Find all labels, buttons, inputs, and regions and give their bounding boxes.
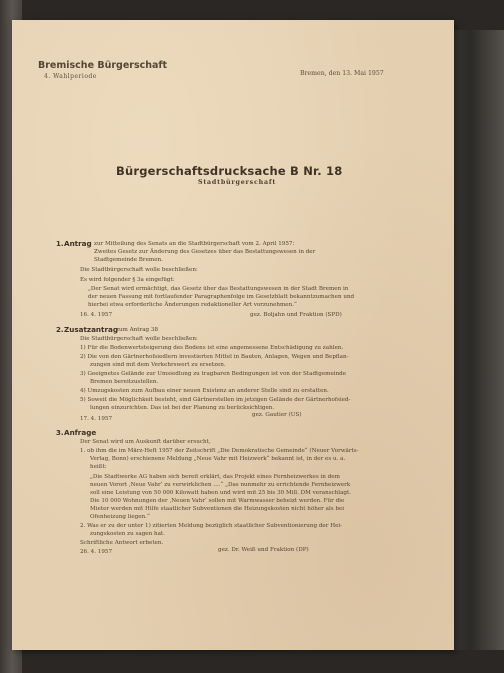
section-signature: gez. Dr. Weiß und Fraktion (DP) [218,547,309,553]
section-line: neuen Vorort ‚Neue Vahr‘ zu verwirklichen ....“ „Das nunmehr zu errichtende Fernheizwerk [90,482,351,488]
section-line: 2. Was er zu der unter 1) zitierten Meldung bezüglich staatlicher Subventionierung der Hei- [80,523,343,529]
section-number: 2. [56,326,64,334]
section-line: Zweites Gesetz zur Änderung des Gesetzes über das Bestattungswesen in der [94,249,316,255]
section-line: Verlag, Bonn) erschienene Meldung „Neue Vahr mit Heizwerk“ bekannt ist, in der es u. a. [90,456,346,462]
election-period: 4. Wahlperiode [44,73,97,80]
section-line: 2) Die von den Gärtnerhofsiedlern investierten Mittel in Bauten, Anlagen, Wegen und Bepflan- [80,354,349,360]
section-line: „Die Stadtwerke AG haben sich bereit erklärt, das Projekt eines Fernheizwerkes in dem [90,474,340,480]
folder-edge [448,30,504,650]
section-line: 1) Für die Bodenwertsteigerung des Bodens ist eine angemessene Entschädigung zu zahlen. [80,345,344,351]
section-line: Mieter werden mit Hilfe staatlicher Subventionen die Heizungskosten nicht höher als bei [90,506,345,512]
organization-name: Bremische Bürgerschaft [38,60,168,71]
section-line: zungskosten zu sagen hat. [90,531,165,537]
section-line: soll eine Leistung von 50 000 Kilowatt haben und wird mit 25 bis 30 Mill. DM veranschlagt. [90,490,352,496]
section-line: Der Senat wird um Auskunft darüber ersucht, [80,439,211,445]
section-line: Die Stadtbürgerschaft wolle beschließen: [80,336,198,342]
section-line: 1. ob ihm die im März-Heft 1957 der Zeitschrift „Die Demokratische Gemeinde“ (Neuer Vorwärts- [80,448,359,454]
document-subtitle: Stadtbürgerschaft [198,179,277,186]
section-line: zum Antrag 38 [116,327,159,333]
section-signature: gez. Gautier (US) [252,412,302,418]
section-line: zungen sind mit dem Verkehrswert zu ersetzen. [90,362,226,368]
section-signature: gez. Boljahn und Fraktion (SPD) [250,312,342,318]
section-line: 4) Umzugskosten zum Aufbau einer neuen Existenz an anderer Stelle sind zu erstatten. [80,388,329,394]
section-line: hierbei etwa erforderliche Änderungen redaktioneller Art vorzunehmen.“ [88,302,297,308]
section-heading: Antrag [64,239,92,248]
place-date: Bremen, den 13. Mai 1957 [300,70,384,77]
section-line: Ofenheizung liegen.“ [90,514,150,520]
section-line: Bremen bereitzustellen. [90,379,159,385]
section-number: 1. [56,240,64,248]
section-line: lungen einzurichten. Das ist bei der Planung zu berücksichtigen. [90,405,275,411]
section-line: zur Mitteilung des Senats an die Stadtbürgerschaft vom 2. April 1957: [94,241,295,247]
section-line: Die 10 000 Wohnungen der ‚Neuen Vahr‘ sollen mit Warmwasser beheizt werden. Für die [90,498,345,504]
section-line: 5) Soweit die Möglichkeit besteht, sind Gärtnerstellen im jetzigen Gelände der Gärtnerhofsied- [80,397,351,403]
section-line: 3) Geeignetes Gelände zur Umsiedlung zu tragbaren Bedingungen ist von der Stadtgemeinde [80,371,347,377]
section-line: der neuen Fassung mit fortlaufender Paragraphenfolge im Gesetzblatt bekanntzumachen und [88,294,355,300]
section-line: „Der Senat wird ermächtigt, das Gesetz über das Bestattungswesen in der Stadt Bremen in [88,286,349,292]
section-heading: Zusatzantrag [64,325,119,334]
document-title: Bürgerschaftsdrucksache B Nr. 18 [116,164,343,178]
section-line: heißt: [90,464,107,470]
section-line: Stadtgemeinde Bremen. [94,257,163,263]
section-number: 3. [56,429,64,437]
section-line: Die Stadtbürgerschaft wolle beschließen: [80,267,198,273]
section-date: 17. 4. 1957 [80,416,113,422]
section-line: Es wird folgender § 3a eingefügt: [80,277,175,283]
document-page [12,20,454,650]
section-heading: Anfrage [64,428,97,437]
section-date: 16. 4. 1957 [80,312,113,318]
section-date: 26. 4. 1957 [80,549,113,555]
section-line: Schriftliche Antwort erbeten. [80,540,164,546]
